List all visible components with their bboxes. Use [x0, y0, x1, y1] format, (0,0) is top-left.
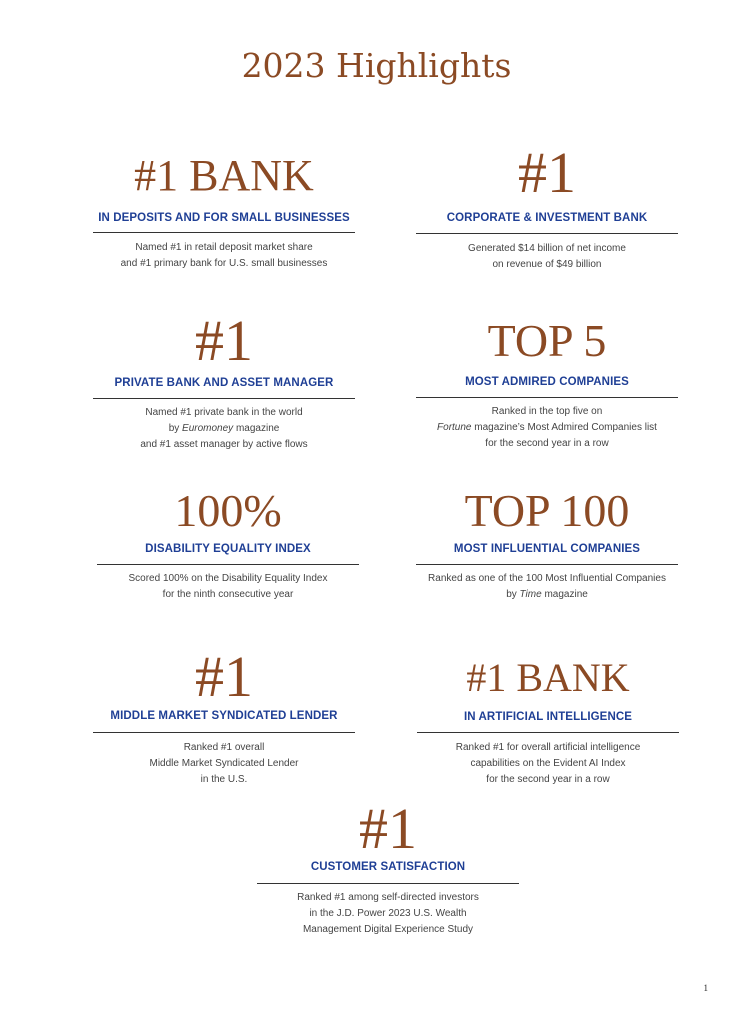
divider [416, 564, 678, 565]
highlight-description [416, 404, 678, 452]
description-line: Ranked in the top five on [491, 406, 603, 417]
highlight-description [93, 240, 355, 272]
highlight-stat: #1 BANK [134, 151, 314, 200]
highlight-stat: #1 [518, 140, 576, 205]
highlight-description [93, 405, 355, 453]
publication-name: Euromoney [182, 423, 234, 434]
highlight-stat: 100% [174, 485, 282, 536]
highlight-description [417, 740, 679, 788]
description-line: in the U.S. [200, 774, 248, 785]
highlight-description [257, 890, 519, 938]
divider [93, 732, 355, 733]
description-line: and #1 asset manager by active flows [140, 439, 308, 450]
description-line: Generated $14 billion of net income [468, 243, 626, 254]
divider [257, 883, 519, 884]
page-title: 2023 Highlights [241, 46, 512, 85]
highlight-subtitle: CORPORATE & INVESTMENT BANK [446, 212, 648, 224]
description-line: Ranked #1 among self-directed investors [297, 892, 479, 903]
description-line: on revenue of $49 billion [492, 259, 602, 270]
description-line: Scored 100% on the Disability Equality Index [128, 573, 328, 584]
description-line [416, 420, 678, 436]
highlight-most-admired [416, 315, 678, 452]
divider [416, 397, 678, 398]
highlight-description [93, 740, 355, 788]
highlight-disability-index [97, 485, 359, 603]
description-text: by [168, 423, 180, 434]
highlight-artificial-intelligence [417, 655, 679, 788]
highlight-stat: #1 [195, 644, 253, 709]
highlight-cib [416, 140, 678, 273]
divider [97, 564, 359, 565]
page-number: 1 [703, 983, 708, 993]
highlight-stat: #1 [195, 308, 253, 373]
description-line: Named #1 in retail deposit market share [135, 242, 313, 253]
description-text: by [506, 589, 517, 600]
description-line: for the second year in a row [485, 438, 609, 449]
highlight-private-bank [93, 308, 355, 453]
description-line: in the J.D. Power 2023 U.S. Wealth [309, 908, 467, 919]
description-line: for the second year in a row [486, 774, 610, 785]
divider [417, 732, 679, 733]
description-line: capabilities on the Evident AI Index [470, 758, 626, 769]
divider [93, 232, 355, 233]
description-line [416, 587, 678, 603]
highlight-stat: TOP 100 [464, 485, 630, 536]
description-line [93, 421, 355, 437]
highlight-description [97, 571, 359, 603]
description-line: Ranked #1 for overall artificial intelligence [455, 742, 641, 753]
highlight-stat: #1 BANK [466, 655, 630, 700]
description-line: and #1 primary bank for U.S. small businesses [120, 258, 328, 269]
description-text: magazine [235, 423, 280, 434]
highlight-deposits [93, 151, 355, 272]
highlight-subtitle: CUSTOMER SATISFACTION [310, 861, 466, 873]
publication-name: Time [519, 589, 542, 600]
description-line: Ranked #1 overall [183, 742, 265, 753]
description-line: Ranked as one of the 100 Most Influential Companies [428, 573, 666, 584]
highlight-stat: #1 [359, 796, 417, 861]
description-line: Middle Market Syndicated Lender [149, 758, 299, 769]
publication-name: Fortune [437, 422, 472, 433]
highlight-subtitle: MIDDLE MARKET SYNDICATED LENDER [110, 710, 338, 722]
description-line: Management Digital Experience Study [302, 924, 474, 935]
highlight-subtitle: IN ARTIFICIAL INTELLIGENCE [463, 711, 633, 723]
highlight-subtitle: IN DEPOSITS AND FOR SMALL BUSINESSES [98, 212, 350, 224]
highlight-customer-satisfaction [257, 796, 519, 938]
highlight-most-influential [416, 485, 678, 603]
highlight-subtitle: PRIVATE BANK AND ASSET MANAGER [114, 377, 334, 389]
divider [93, 398, 355, 399]
highlight-subtitle: MOST INFLUENTIAL COMPANIES [453, 543, 641, 555]
highlight-subtitle: DISABILITY EQUALITY INDEX [145, 543, 311, 555]
description-text: magazine’s Most Admired Companies list [474, 422, 657, 433]
description-line: Named #1 private bank in the world [145, 407, 303, 418]
description-line: for the ninth consecutive year [162, 589, 294, 600]
highlight-description [416, 241, 678, 273]
highlight-stat: TOP 5 [487, 315, 607, 366]
highlight-subtitle: MOST ADMIRED COMPANIES [465, 376, 629, 388]
highlight-middle-market [93, 644, 355, 788]
divider [416, 233, 678, 234]
highlight-description [416, 571, 678, 603]
description-text: magazine [544, 589, 588, 600]
